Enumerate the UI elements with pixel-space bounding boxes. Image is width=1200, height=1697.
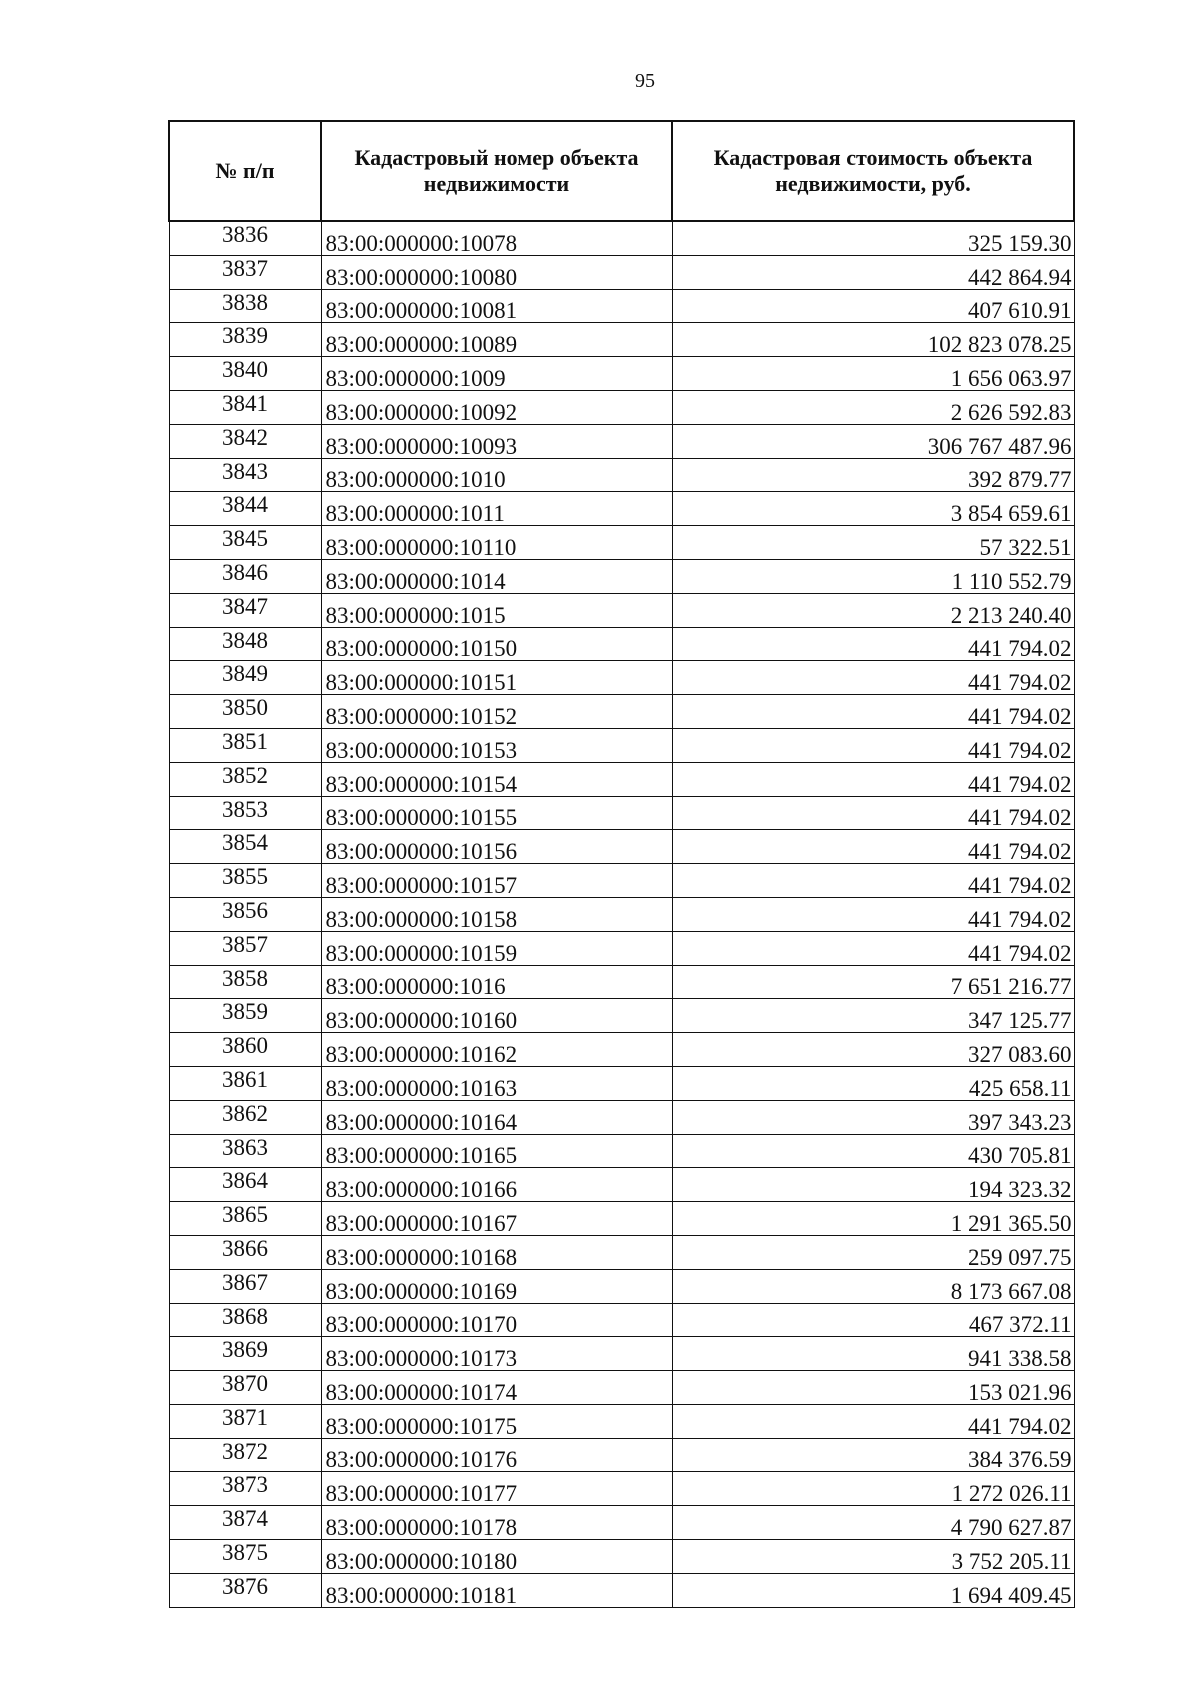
cadastral-value-cell: 425 658.11 [672, 1066, 1074, 1100]
cadastral-value-cell: 259 097.75 [672, 1235, 1074, 1269]
cadastral-number-cell: 83:00:000000:10153 [321, 728, 672, 762]
row-number-cell: 3847 [169, 593, 321, 627]
cadastral-number-cell: 83:00:000000:10169 [321, 1269, 672, 1303]
row-number-cell: 3865 [169, 1202, 321, 1236]
table-row [169, 1066, 1074, 1100]
cadastral-value-cell: 1 694 409.45 [672, 1573, 1074, 1607]
cadastral-number-cell: 83:00:000000:10177 [321, 1472, 672, 1506]
cadastral-number-cell: 83:00:000000:10163 [321, 1066, 672, 1100]
table-row [169, 1573, 1074, 1607]
cadastral-value-cell: 3 854 659.61 [672, 492, 1074, 526]
row-number-cell: 3867 [169, 1269, 321, 1303]
table-row [169, 728, 1074, 762]
row-number-cell: 3876 [169, 1573, 321, 1607]
table-row [169, 1033, 1074, 1067]
cadastral-value-cell: 430 705.81 [672, 1134, 1074, 1168]
row-number-cell: 3850 [169, 695, 321, 729]
table-row [169, 1269, 1074, 1303]
cadastral-number-cell: 83:00:000000:10181 [321, 1573, 672, 1607]
cadastral-number-cell: 83:00:000000:1010 [321, 458, 672, 492]
cadastral-value-cell: 306 767 487.96 [672, 424, 1074, 458]
row-number-cell: 3869 [169, 1337, 321, 1371]
row-number-cell: 3872 [169, 1438, 321, 1472]
cadastral-value-cell: 441 794.02 [672, 695, 1074, 729]
cadastral-number-cell: 83:00:000000:1015 [321, 593, 672, 627]
row-number-cell: 3855 [169, 864, 321, 898]
cadastral-value-cell: 3 752 205.11 [672, 1540, 1074, 1574]
cadastral-value-cell: 441 794.02 [672, 897, 1074, 931]
table-row [169, 424, 1074, 458]
table-row [169, 1540, 1074, 1574]
cadastral-number-cell: 83:00:000000:10165 [321, 1134, 672, 1168]
table-row [169, 931, 1074, 965]
cadastral-value-cell: 384 376.59 [672, 1438, 1074, 1472]
cadastral-number-cell: 83:00:000000:10092 [321, 390, 672, 424]
table-row [169, 255, 1074, 289]
row-number-cell: 3871 [169, 1404, 321, 1438]
cadastral-value-cell: 1 656 063.97 [672, 357, 1074, 391]
cadastral-value-cell: 1 291 365.50 [672, 1202, 1074, 1236]
table-row [169, 289, 1074, 323]
cadastral-number-cell: 83:00:000000:10089 [321, 323, 672, 357]
row-number-cell: 3875 [169, 1540, 321, 1574]
row-number-cell: 3858 [169, 965, 321, 999]
cadastral-number-cell: 83:00:000000:1011 [321, 492, 672, 526]
row-number-cell: 3844 [169, 492, 321, 526]
row-number-cell: 3851 [169, 728, 321, 762]
cadastral-number-cell: 83:00:000000:10078 [321, 221, 672, 255]
cadastral-number-cell: 83:00:000000:10160 [321, 999, 672, 1033]
cadastral-value-cell: 441 794.02 [672, 627, 1074, 661]
row-number-cell: 3863 [169, 1134, 321, 1168]
cadastral-value-cell: 347 125.77 [672, 999, 1074, 1033]
table-row [169, 526, 1074, 560]
cadastral-number-cell: 83:00:000000:10080 [321, 255, 672, 289]
header-cadastral-value: Кадастровая стоимость объекта недвижимости, руб. [672, 121, 1074, 221]
cadastral-value-cell: 441 794.02 [672, 661, 1074, 695]
table-row [169, 1371, 1074, 1405]
row-number-cell: 3868 [169, 1303, 321, 1337]
cadastral-number-cell: 83:00:000000:10152 [321, 695, 672, 729]
row-number-cell: 3843 [169, 458, 321, 492]
table-row [169, 323, 1074, 357]
cadastral-value-cell: 467 372.11 [672, 1303, 1074, 1337]
cadastral-value-cell: 153 021.96 [672, 1371, 1074, 1405]
table-row [169, 1235, 1074, 1269]
header-row-number: № п/п [169, 121, 321, 221]
cadastral-number-cell: 83:00:000000:1014 [321, 559, 672, 593]
cadastral-number-cell: 83:00:000000:10170 [321, 1303, 672, 1337]
cadastral-number-cell: 83:00:000000:10151 [321, 661, 672, 695]
cadastral-value-table [168, 120, 1075, 1608]
row-number-cell: 3842 [169, 424, 321, 458]
table-row [169, 1168, 1074, 1202]
row-number-cell: 3862 [169, 1100, 321, 1134]
table-row [169, 830, 1074, 864]
cadastral-value-cell: 441 794.02 [672, 1404, 1074, 1438]
cadastral-value-cell: 441 794.02 [672, 728, 1074, 762]
table-row [169, 1303, 1074, 1337]
cadastral-number-cell: 83:00:000000:10164 [321, 1100, 672, 1134]
table-row [169, 492, 1074, 526]
cadastral-number-cell: 83:00:000000:10180 [321, 1540, 672, 1574]
row-number-cell: 3854 [169, 830, 321, 864]
cadastral-value-cell: 2 626 592.83 [672, 390, 1074, 424]
row-number-cell: 3836 [169, 221, 321, 255]
cadastral-number-cell: 83:00:000000:10162 [321, 1033, 672, 1067]
cadastral-value-cell: 392 879.77 [672, 458, 1074, 492]
table-row [169, 762, 1074, 796]
row-number-cell: 3857 [169, 931, 321, 965]
table-row [169, 1404, 1074, 1438]
table-row [169, 897, 1074, 931]
cadastral-value-cell: 194 323.32 [672, 1168, 1074, 1202]
table-row [169, 390, 1074, 424]
table-row [169, 1472, 1074, 1506]
cadastral-number-cell: 83:00:000000:10081 [321, 289, 672, 323]
cadastral-number-cell: 83:00:000000:10168 [321, 1235, 672, 1269]
table-row [169, 1100, 1074, 1134]
table-row [169, 1202, 1074, 1236]
table-row [169, 1506, 1074, 1540]
cadastral-number-cell: 83:00:000000:10178 [321, 1506, 672, 1540]
table-row [169, 221, 1074, 255]
cadastral-number-cell: 83:00:000000:10159 [321, 931, 672, 965]
row-number-cell: 3874 [169, 1506, 321, 1540]
table-header-row [169, 121, 1074, 221]
row-number-cell: 3849 [169, 661, 321, 695]
cadastral-value-cell: 8 173 667.08 [672, 1269, 1074, 1303]
cadastral-value-cell: 441 794.02 [672, 864, 1074, 898]
cadastral-number-cell: 83:00:000000:10176 [321, 1438, 672, 1472]
table-row [169, 1438, 1074, 1472]
row-number-cell: 3859 [169, 999, 321, 1033]
table-row [169, 559, 1074, 593]
cadastral-number-cell: 83:00:000000:10156 [321, 830, 672, 864]
cadastral-value-cell: 2 213 240.40 [672, 593, 1074, 627]
cadastral-number-cell: 83:00:000000:10173 [321, 1337, 672, 1371]
table-row [169, 965, 1074, 999]
table-row [169, 695, 1074, 729]
table-row [169, 661, 1074, 695]
row-number-cell: 3856 [169, 897, 321, 931]
cadastral-number-cell: 83:00:000000:10175 [321, 1404, 672, 1438]
row-number-cell: 3853 [169, 796, 321, 830]
table-row [169, 1337, 1074, 1371]
row-number-cell: 3848 [169, 627, 321, 661]
cadastral-value-cell: 441 794.02 [672, 830, 1074, 864]
cadastral-value-cell: 57 322.51 [672, 526, 1074, 560]
row-number-cell: 3852 [169, 762, 321, 796]
table-row [169, 458, 1074, 492]
cadastral-value-cell: 407 610.91 [672, 289, 1074, 323]
cadastral-value-cell: 441 794.02 [672, 762, 1074, 796]
table-row [169, 864, 1074, 898]
cadastral-number-cell: 83:00:000000:10158 [321, 897, 672, 931]
cadastral-value-cell: 941 338.58 [672, 1337, 1074, 1371]
cadastral-value-cell: 325 159.30 [672, 221, 1074, 255]
cadastral-value-cell: 441 794.02 [672, 931, 1074, 965]
table-row [169, 796, 1074, 830]
cadastral-number-cell: 83:00:000000:10157 [321, 864, 672, 898]
row-number-cell: 3864 [169, 1168, 321, 1202]
table-row [169, 357, 1074, 391]
row-number-cell: 3839 [169, 323, 321, 357]
cadastral-number-cell: 83:00:000000:10110 [321, 526, 672, 560]
table-row [169, 999, 1074, 1033]
cadastral-value-cell: 327 083.60 [672, 1033, 1074, 1067]
cadastral-value-cell: 442 864.94 [672, 255, 1074, 289]
cadastral-value-cell: 1 272 026.11 [672, 1472, 1074, 1506]
table-body [169, 221, 1074, 1607]
cadastral-value-cell: 397 343.23 [672, 1100, 1074, 1134]
row-number-cell: 3861 [169, 1066, 321, 1100]
row-number-cell: 3870 [169, 1371, 321, 1405]
cadastral-number-cell: 83:00:000000:1016 [321, 965, 672, 999]
row-number-cell: 3866 [169, 1235, 321, 1269]
cadastral-number-cell: 83:00:000000:10154 [321, 762, 672, 796]
row-number-cell: 3873 [169, 1472, 321, 1506]
cadastral-number-cell: 83:00:000000:10166 [321, 1168, 672, 1202]
table-row [169, 593, 1074, 627]
cadastral-number-cell: 83:00:000000:10174 [321, 1371, 672, 1405]
row-number-cell: 3840 [169, 357, 321, 391]
cadastral-number-cell: 83:00:000000:10093 [321, 424, 672, 458]
cadastral-value-cell: 441 794.02 [672, 796, 1074, 830]
header-cadastral-number: Кадастровый номер объекта недвижимости [321, 121, 672, 221]
cadastral-value-cell: 102 823 078.25 [672, 323, 1074, 357]
row-number-cell: 3837 [169, 255, 321, 289]
table-row [169, 1134, 1074, 1168]
cadastral-number-cell: 83:00:000000:10155 [321, 796, 672, 830]
cadastral-value-cell: 7 651 216.77 [672, 965, 1074, 999]
cadastral-value-cell: 4 790 627.87 [672, 1506, 1074, 1540]
row-number-cell: 3846 [169, 559, 321, 593]
row-number-cell: 3860 [169, 1033, 321, 1067]
table-row [169, 627, 1074, 661]
row-number-cell: 3841 [169, 390, 321, 424]
cadastral-number-cell: 83:00:000000:10150 [321, 627, 672, 661]
cadastral-number-cell: 83:00:000000:1009 [321, 357, 672, 391]
cadastral-value-cell: 1 110 552.79 [672, 559, 1074, 593]
cadastral-number-cell: 83:00:000000:10167 [321, 1202, 672, 1236]
page-number: 95 [635, 70, 655, 92]
row-number-cell: 3838 [169, 289, 321, 323]
row-number-cell: 3845 [169, 526, 321, 560]
